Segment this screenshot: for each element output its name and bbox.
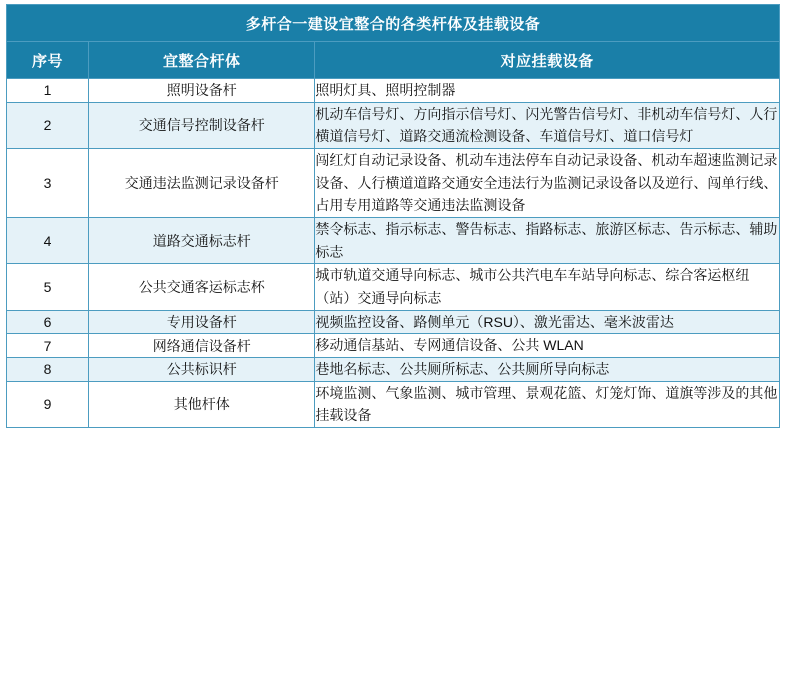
table-row (7, 264, 780, 310)
table-row (7, 102, 780, 148)
cell-no: 2 (7, 102, 89, 148)
cell-pole: 交通违法监测记录设备杆 (89, 149, 315, 218)
table-title-row (7, 5, 780, 42)
pole-integration-table (6, 4, 780, 428)
table-header-row (7, 42, 780, 79)
cell-no: 3 (7, 149, 89, 218)
table-row (7, 334, 780, 358)
cell-pole: 公共交通客运标志杯 (89, 264, 315, 310)
cell-no: 6 (7, 310, 89, 334)
cell-equipment: 照明灯具、照明控制器 (315, 79, 780, 103)
cell-pole: 道路交通标志杆 (89, 218, 315, 264)
cell-pole: 网络通信设备杆 (89, 334, 315, 358)
cell-equipment: 城市轨道交通导向标志、城市公共汽电车车站导向标志、综合客运枢纽（站）交通导向标志 (315, 264, 780, 310)
cell-no: 7 (7, 334, 89, 358)
table-row (7, 149, 780, 218)
table-row (7, 358, 780, 382)
table-title: 多杆合一建设宜整合的各类杆体及挂载设备 (7, 5, 780, 42)
cell-no: 5 (7, 264, 89, 310)
column-header-equipment: 对应挂载设备 (315, 42, 780, 79)
cell-no: 1 (7, 79, 89, 103)
cell-equipment: 环境监测、气象监测、城市管理、景观花篮、灯笼灯饰、道旗等涉及的其他挂载设备 (315, 381, 780, 427)
table-row (7, 310, 780, 334)
table-row (7, 381, 780, 427)
cell-equipment: 移动通信基站、专网通信设备、公共 WLAN (315, 334, 780, 358)
cell-equipment: 禁令标志、指示标志、警告标志、指路标志、旅游区标志、告示标志、辅助标志 (315, 218, 780, 264)
cell-equipment: 巷地名标志、公共厕所标志、公共厕所导向标志 (315, 358, 780, 382)
cell-pole: 交通信号控制设备杆 (89, 102, 315, 148)
table-row (7, 79, 780, 103)
cell-equipment: 视频监控设备、路侧单元（RSU）、激光雷达、毫米波雷达 (315, 310, 780, 334)
cell-no: 4 (7, 218, 89, 264)
table-row (7, 218, 780, 264)
cell-pole: 照明设备杆 (89, 79, 315, 103)
column-header-pole: 宜整合杆体 (89, 42, 315, 79)
cell-no: 9 (7, 381, 89, 427)
cell-pole: 专用设备杆 (89, 310, 315, 334)
cell-no: 8 (7, 358, 89, 382)
cell-pole: 公共标识杆 (89, 358, 315, 382)
cell-equipment: 机动车信号灯、方向指示信号灯、闪光警告信号灯、非机动车信号灯、人行横道信号灯、道路交通流检测设备、车道信号灯、道口信号灯 (315, 102, 780, 148)
column-header-no: 序号 (7, 42, 89, 79)
cell-equipment: 闯红灯自动记录设备、机动车违法停车自动记录设备、机动车超速监测记录设备、人行横道道路交通安全违法行为监测记录设备以及逆行、闯单行线、占用专用道路等交通违法监测设备 (315, 149, 780, 218)
cell-pole: 其他杆体 (89, 381, 315, 427)
